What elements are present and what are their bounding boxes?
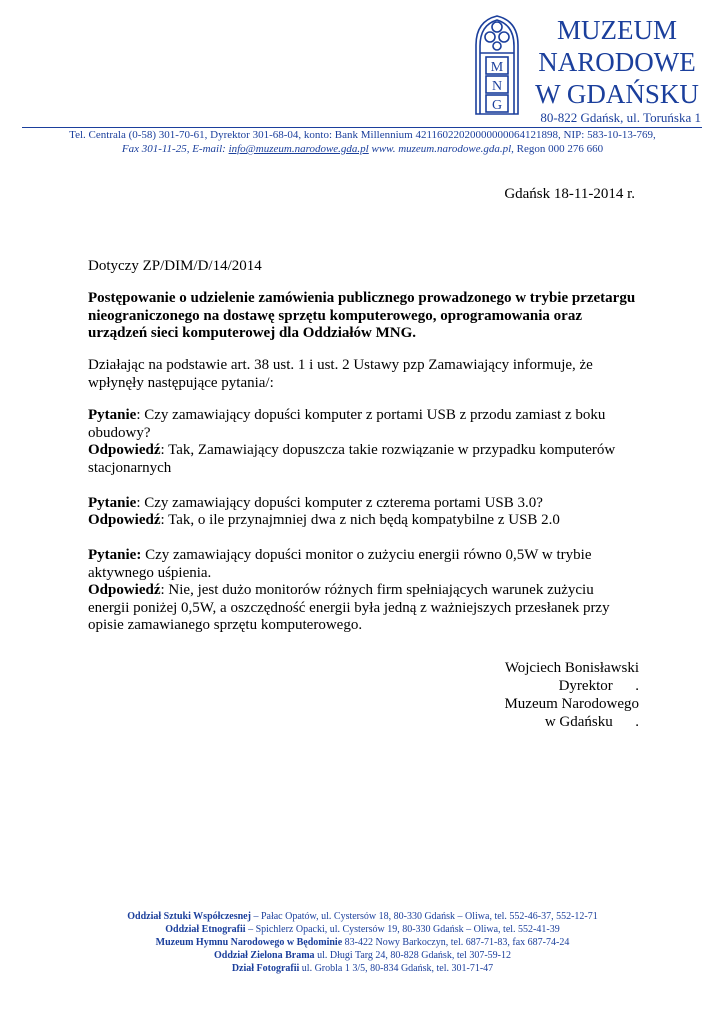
footer-branches [0, 910, 725, 975]
regon-text: , Regon 000 276 660 [511, 143, 604, 155]
branch-details: – Pałac Opatów, ul. Cystersów 18, 80-330 Gdańsk – Oliwa, tel. 552-46-37, 552-12-71 [250, 911, 598, 922]
answer-label: Odpowiedź [88, 582, 161, 598]
museum-address: 80-822 Gdańsk, ul. Toruńska 1 [540, 110, 701, 125]
branch-name: Muzeum Hymnu Narodowego w Będominie [155, 937, 343, 948]
question-text: Czy zamawiający dopuści monitor o zużyciu energii równo 0,5W w trybie aktywnego uśpienia. [88, 547, 592, 581]
branch-details: ul. Grobla 1 3/5, 80-834 Gdańsk, tel. 301-71-47 [299, 963, 494, 974]
answer-text: : Nie, jest dużo monitorów różnych firm spełniających warunek zużyciu energii poniżej 0,5W, a oszczędność energii była jedną z ważniejszych przesłanek przy opisie zamawianego sprzętu komputerowego. [88, 582, 610, 633]
signatory-role: Dyrektor . [558, 678, 639, 694]
branch-name: Oddział Zielona Brama [214, 950, 315, 961]
website-text: www. muzeum.narodowe.gda.pl [368, 143, 512, 155]
branch-name: Oddział Etnografii [165, 924, 246, 935]
museum-title [532, 14, 702, 110]
branch-details: – Spichlerz Opacki, ul. Cystersów 19, 80-330 Gdańsk – Oliwa, tel. 552-41-39 [245, 924, 560, 935]
question-text: : Czy zamawiający dopuści komputer z portami USB z przodu zamiast z boku obudowy? [88, 407, 606, 441]
question-text: : Czy zamawiający dopuści komputer z czterema portami USB 3.0? [136, 494, 543, 511]
contact-line: Tel. Centrala (0-58) 301-70-61, Dyrektor 301-68-04, konto: Bank Millennium 42116022020000000064121898, NIP: 583-10-13-769, [69, 129, 656, 141]
answer [88, 512, 638, 530]
answer [88, 442, 638, 477]
question-label: Pytanie: [88, 547, 142, 563]
answer-text: : Tak, Zamawiający dopuszcza takie rozwiązanie w przypadku komputerów stacjonarnych [88, 442, 616, 476]
logo-letter-n: N [491, 79, 503, 94]
answer-label: Odpowiedź [88, 442, 161, 458]
fax-label: Fax 301-11-25, E-mail: [121, 143, 229, 155]
museum-title-line: W GDAŃSKU [535, 79, 699, 109]
logo-letter-g: G [491, 98, 503, 113]
contact-block [10, 128, 715, 156]
question-label: Pytanie [88, 407, 137, 423]
signatory-org: w Gdańsku . [544, 714, 639, 730]
logo-letter-m: M [490, 60, 504, 75]
footer-line [0, 962, 725, 975]
answer-text: : Tak, o ile przynajmniej dwa z nich będą kompatybilne z USB 2.0 [160, 512, 560, 528]
question [88, 547, 638, 582]
qa-section [88, 407, 638, 635]
question-label: Pytanie [88, 494, 137, 511]
footer-line [0, 910, 725, 923]
email-link[interactable]: info@muzeum.narodowe.gda.pl [228, 143, 369, 155]
letter-date: Gdańsk 18-11-2014 r. [504, 186, 635, 202]
question [88, 495, 638, 513]
branch-details: 83-422 Nowy Barkoczyn, tel. 687-71-83, fax 687-74-24 [342, 937, 570, 948]
letter-subject: Postępowanie o udzielenie zamówienia publicznego prowadzonego w trybie przetargu nieograniczonego na dostawę sprzętu komputerowego, oprogramowania oraz urządzeń sieci komputerowej dla Oddziałów MNG. [88, 290, 636, 341]
branch-name: Dział Fotografii [231, 963, 300, 974]
footer-line [0, 936, 725, 949]
footer-line [0, 923, 725, 936]
signature-block [504, 659, 639, 731]
question [88, 407, 638, 442]
letter-intro: Działając na podstawie art. 38 ust. 1 i ust. 2 Ustawy pzp Zamawiający informuje, że wpłynęły następujące pytania/: [88, 357, 593, 391]
branch-name: Oddział Sztuki Współczesnej [127, 911, 251, 922]
footer-line [0, 949, 725, 962]
museum-logo-icon [474, 15, 520, 115]
answer-label: Odpowiedź [88, 512, 161, 528]
signatory-org: Muzeum Narodowego [504, 696, 639, 712]
letter-reference: Dotyczy ZP/DIM/D/14/2014 [88, 258, 262, 274]
branch-details: ul. Długi Targ 24, 80-828 Gdańsk, tel 307-59-12 [314, 950, 511, 961]
answer [88, 582, 638, 635]
museum-title-line: MUZEUM [557, 15, 677, 45]
contact-line [10, 142, 715, 156]
museum-title-line: NARODOWE [538, 47, 696, 77]
signatory-name: Wojciech Bonisławski [504, 660, 639, 676]
